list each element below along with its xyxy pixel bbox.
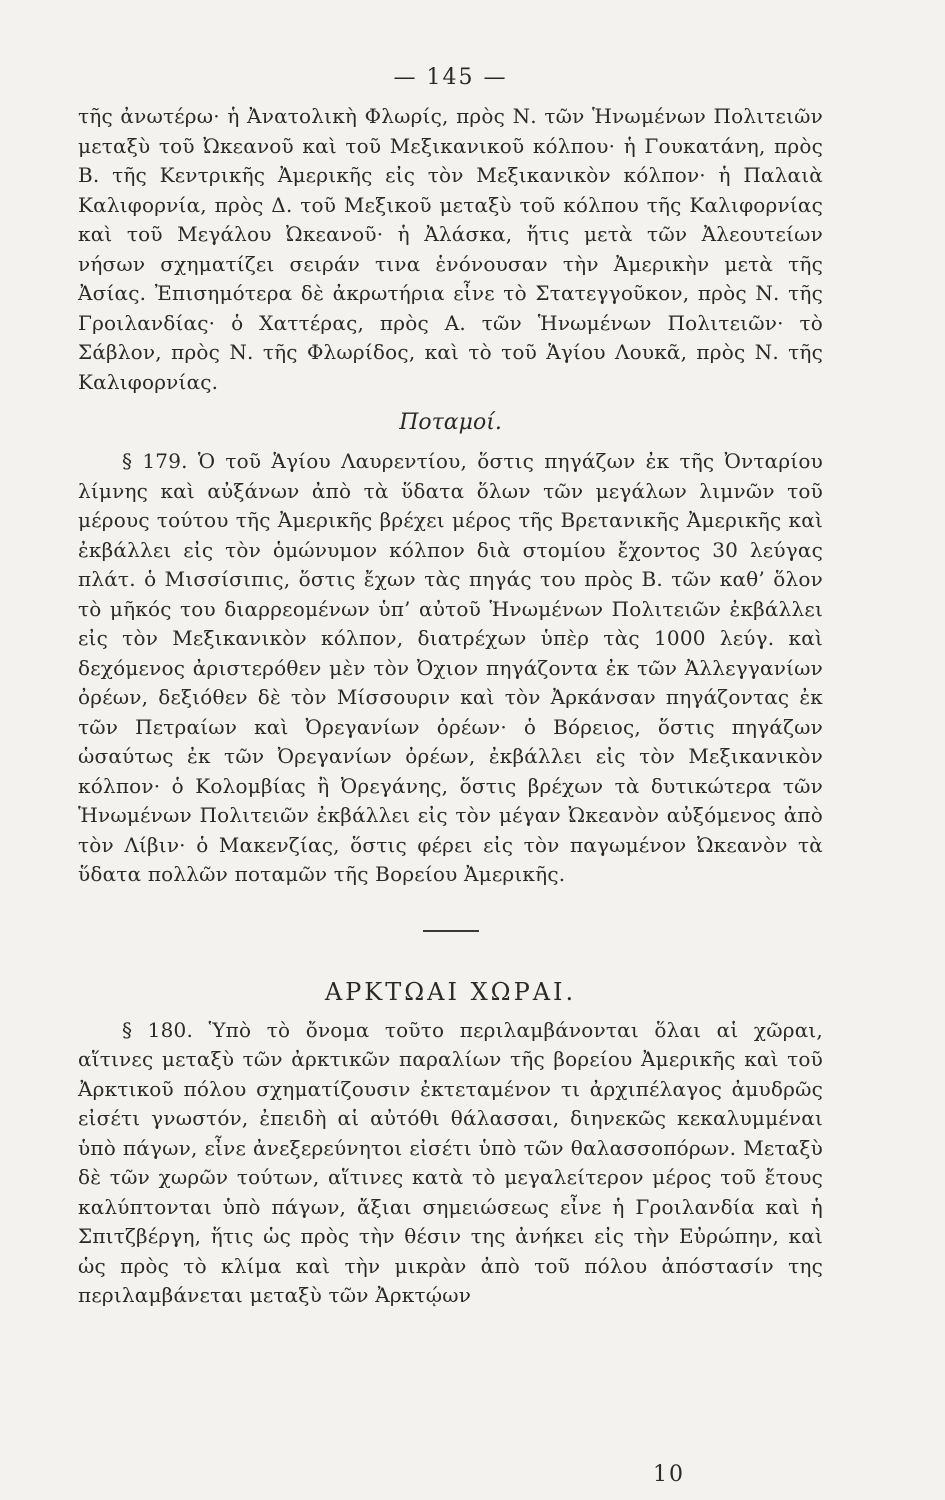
rivers-subheading: Ποταμοί. [399, 410, 502, 435]
printer-signature-mark: 10 [653, 1462, 685, 1487]
arctic-lands-heading: ΑΡΚΤΩΑΙ ΧΩΡΑΙ. [324, 977, 577, 1006]
section-179-block [78, 447, 823, 890]
intro-paragraph: τῆς ἀνωτέρω· ἡ Ἀνατολικὴ Φλωρίς, πρὸς Ν. τῶν Ἡνωμένων Πολιτειῶν μεταξὺ τοῦ Ὠκεανοῦ καὶ τοῦ Μεξικανικοῦ κόλπου· ἡ Γουκατάνη, πρὸς Β. τῆς Κεντρικῆς Ἀμερικῆς εἰς τὸν Μεξικανικὸν κόλπον· ἡ Παλαιὰ Καλιφορνία, πρὸς Δ. τοῦ Μεξικοῦ μεταξὺ τοῦ κόλπου τῆς Καλιφορνίας καὶ τοῦ Μεγάλου Ὠκεανοῦ· ἡ Ἀλάσκα, ἥτις μετὰ τῶν Ἀλεουτείων νήσων σχηματίζει σειράν τινα ἑνόνουσαν τὴν Ἀμερικὴν μετὰ τῆς Ἀσίας. Ἐπισημότερα δὲ ἀκρωτήρια εἶνε τὸ Στατεγγοῦκον, πρὸς Ν. τῆς Γροιλανδίας· ὁ Χαττέρας, πρὸς Α. τῶν Ἡνωμένων Πολιτειῶν· τὸ Σάβλον, πρὸς Ν. τῆς Φλωρίδος, καὶ τὸ τοῦ Ἁγίου Λουκᾶ, πρὸς Ν. τῆς Καλιφορνίας. [78, 104, 823, 394]
page-number-header: — 145 — [393, 65, 508, 90]
intro-block [78, 102, 823, 397]
section-180-paragraph: § 180. Ὑπὸ τὸ ὄνομα τοῦτο περιλαμβάνονται ὅλαι αἱ χῶραι, αἵτινες μεταξὺ τῶν ἀρκτικῶν παραλίων τῆς βορείου Ἀμερικῆς καὶ τοῦ Ἀρκτικοῦ πόλου σχηματίζουσιν ἐκτεταμένον τι ἀρχιπέλαγος ἀμυδρῶς εἰσέτι γνωστόν, ἐπειδὴ αἱ αὐτόθι θάλασσαι, διηνεκῶς κεκαλυμμέναι ὑπὸ πάγων, εἶνε ἀνεξερεύνητοι εἰσέτι ὑπὸ τῶν θαλασσοπόρων. Μεταξὺ δὲ τῶν χωρῶν τούτων, αἵτινες κατὰ τὸ μεγαλείτερον μέρος τοῦ ἔτους καλύπτονται ὑπὸ πάγων, ἄξιαι σημειώσεως εἶνε ἡ Γροιλανδία καὶ ἡ Σπιτζβέργη, ἥτις ὡς πρὸς τὴν θέσιν της ἀνήκει εἰς τὴν Εὐρώπην, καὶ ὡς πρὸς τὸ κλίμα καὶ τὴν μικρὰν ἀπὸ τοῦ πόλου ἀπόστασίν της περιλαμβάνεται μεταξὺ τῶν Ἀρκτῴων [78, 1017, 823, 1307]
section-179-paragraph: § 179. Ὁ τοῦ Ἁγίου Λαυρεντίου, ὅστις πηγάζων ἐκ τῆς Ὀνταρίου λίμνης καὶ αὐξάνων ἀπὸ τὰ ὕδατα ὅλων τῶν μεγάλων λιμνῶν τοῦ μέρους τούτου τῆς Ἀμερικῆς βρέχει μέρος τῆς Βρετανικῆς Ἀμερικῆς καὶ ἐκβάλλει εἰς τὸν ὁμώνυμον κόλπον διὰ στομίου ἔχοντος 30 λεύγας πλάτ. ὁ Μισσίσιπις, ὅστις ἔχων τὰς πηγάς του πρὸς Β. τῶν καθ’ ὅλον τὸ μῆκός του διαρρεομένων ὑπ’ αὐτοῦ Ἡνωμένων Πολιτειῶν ἐκβάλλει εἰς τὸν Μεξικανικὸν κόλπον, διατρέχων ὑπὲρ τὰς 1000 λεύγ. καὶ δεχόμενος ἀριστερόθεν μὲν τὸν Ὀχιον πηγάζοντα ἐκ τῶν Ἀλλεγγανίων ὀρέων, δεξιόθεν δὲ τὸν Μίσσουριν καὶ τὸν Ἀρκάνσαν πηγάζοντας ἐκ τῶν Πετραίων καὶ Ὀρεγανίων ὀρέων· ὁ Βόρειος, ὅστις πηγάζων ὡσαύτως ἐκ τῶν Ὀρεγανίων ὀρέων, ἐκβάλλει εἰς τὸν Μεξικανικὸν κόλπον· ὁ Κολομβίας ἢ Ὀρεγάνης, ὅστις βρέχων τὰ δυτικώτερα τῶν Ἡνωμένων Πολιτειῶν ἐκβάλλει εἰς τὸν μέγαν Ὠκεανὸν αὐξόμενος ἀπὸ τὸν Λίβιν· ὁ Μακενζίας, ὅστις φέρει εἰς τὸν παγωμένον Ὠκεανὸν τὰ ὕδατα πολλῶν ποταμῶν τῆς Βορείου Ἀμερικῆς. [78, 449, 823, 886]
section-180-block [78, 1016, 823, 1311]
section-divider [423, 930, 479, 932]
